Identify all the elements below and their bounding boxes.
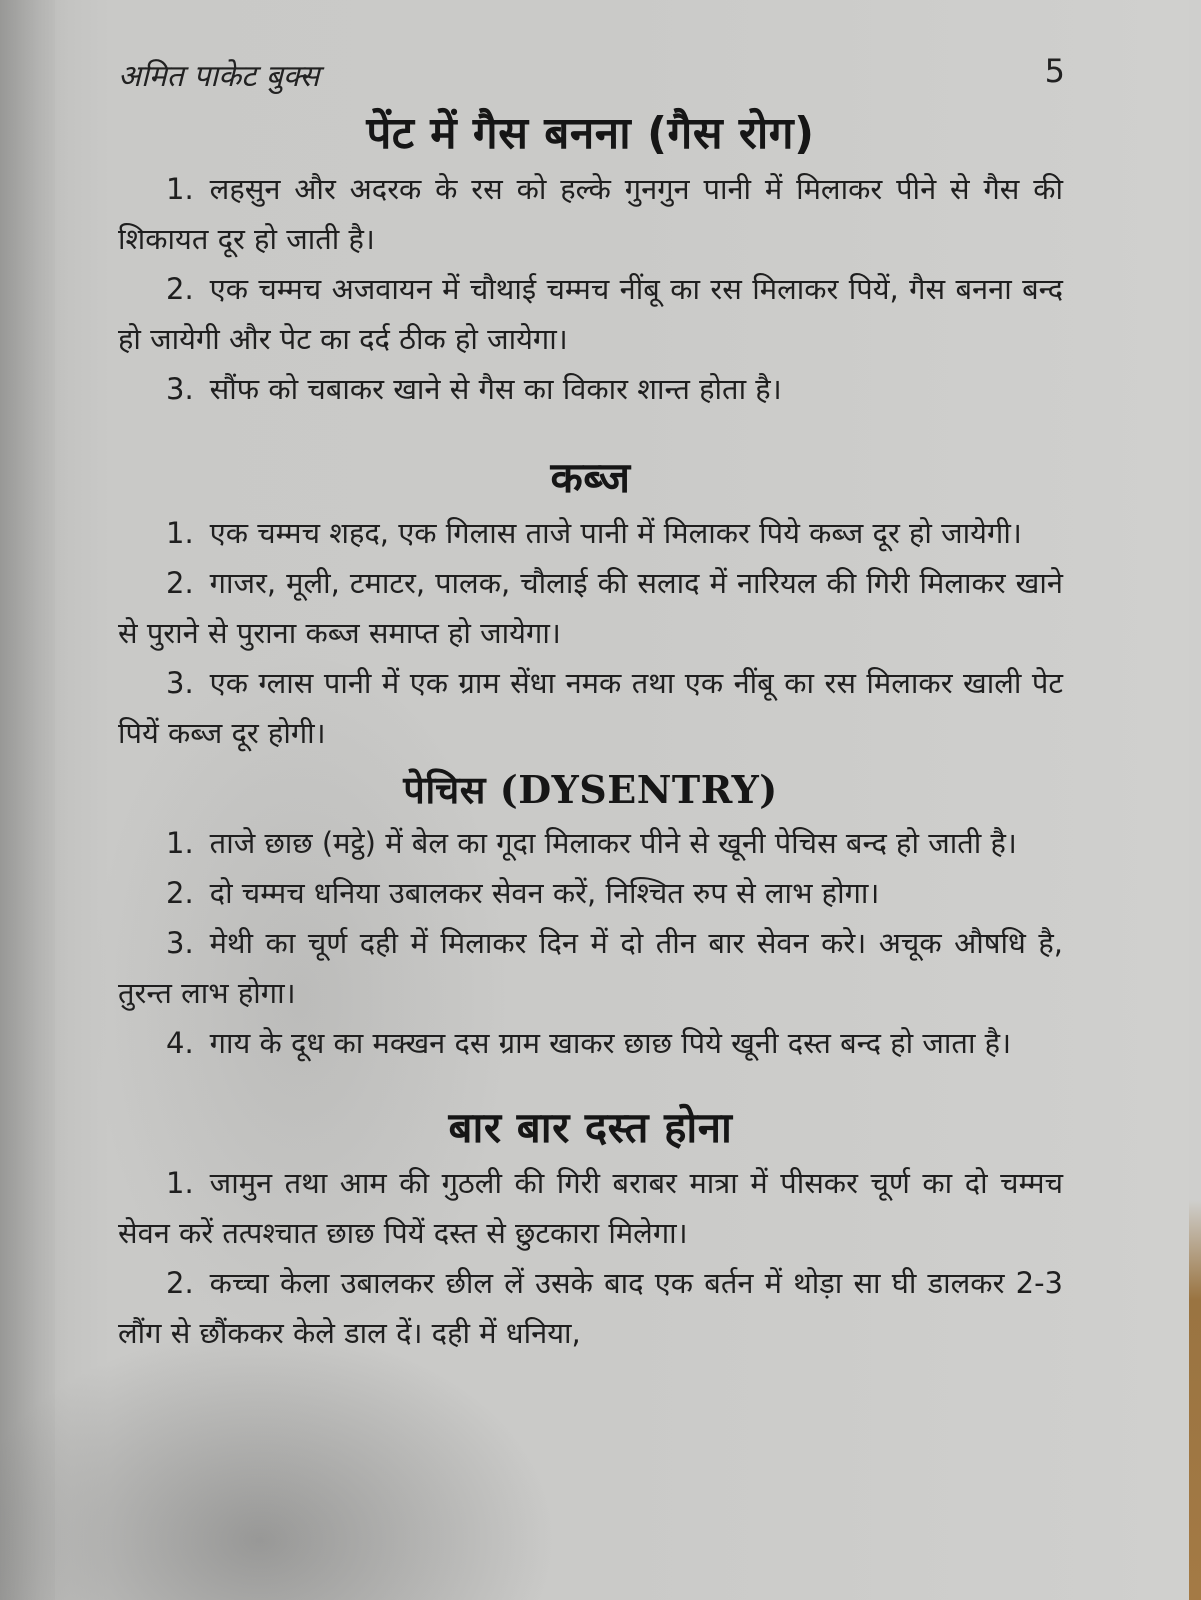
- remedy-item: 1. जामुन तथा आम की गुठली की गिरी बराबर मात्रा में पीसकर चूर्ण का दो चम्मच सेवन करें तत्पश्चात छाछ पियें दस्त से छुटकारा मिलेगा।: [118, 1166, 1063, 1250]
- running-head: [118, 48, 1063, 96]
- remedy-item: 2. एक चम्मच अजवायन में चौथाई चम्मच नींबू का रस मिलाकर पियें, गैस बनना बन्द हो जायेगी और पेट का दर्द ठीक हो जायेगा।: [118, 272, 1063, 356]
- remedy-item: 2. दो चम्मच धनिया उबालकर सेवन करें, निश्चित रुप से लाभ होगा।: [166, 876, 880, 910]
- book-title: अमित पाकेट बुक्स: [118, 59, 320, 94]
- page-fold-shadow: [0, 0, 55, 1600]
- remedy-item: 3. मेथी का चूर्ण दही में मिलाकर दिन में दो तीन बार सेवन करे। अचूक औषधि है, तुरन्त लाभ होगा।: [118, 926, 1063, 1010]
- section-title-frequent-diarrhea: बार बार दस्त होना: [448, 1103, 733, 1152]
- section-title-gas: पेंट में गैस बनना (गैस रोग): [366, 108, 815, 159]
- table-edge: [1189, 0, 1201, 1600]
- remedy-item: 1. ताजे छाछ (मट्ठे) में बेल का गूदा मिलाकर पीने से खूनी पेचिस बन्द हो जाती है।: [166, 826, 1017, 860]
- remedy-item: 3. एक ग्लास पानी में एक ग्राम सेंधा नमक तथा एक नींबू का रस मिलाकर खाली पेट पियें कब्ज दूर होगी।: [118, 666, 1063, 750]
- remedy-item: 2. कच्चा केला उबालकर छील लें उसके बाद एक बर्तन में थोड़ा सा घी डालकर 2-3 लौंग से छौंककर केले डाल दें। दही में धनिया,: [118, 1266, 1063, 1350]
- section-title-dysentery: पेचिस (DYSENTRY): [403, 767, 778, 812]
- remedy-item: 4. गाय के दूध का मक्खन दस ग्राम खाकर छाछ पिये खूनी दस्त बन्द हो जाता है।: [166, 1026, 1012, 1060]
- remedy-item: 1. एक चम्मच शहद, एक गिलास ताजे पानी में मिलाकर पिये कब्ज दूर हो जायेगी।: [166, 516, 1022, 550]
- remedy-item: 3. सौंफ को चबाकर खाने से गैस का विकार शान्त होता है।: [166, 372, 782, 406]
- page-content: [118, 48, 1063, 1358]
- section-title-constipation: कब्ज: [550, 453, 631, 502]
- remedy-item: 2. गाजर, मूली, टमाटर, पालक, चौलाई की सलाद में नारियल की गिरी मिलाकर खाने से पुराने से पुराना कब्ज समाप्त हो जायेगा।: [118, 566, 1063, 650]
- remedy-item: 1. लहसुन और अदरक के रस को हल्के गुनगुन पानी में मिलाकर पीने से गैस की शिकायत दूर हो जाती है।: [118, 172, 1063, 256]
- page-number: 5: [1044, 52, 1065, 90]
